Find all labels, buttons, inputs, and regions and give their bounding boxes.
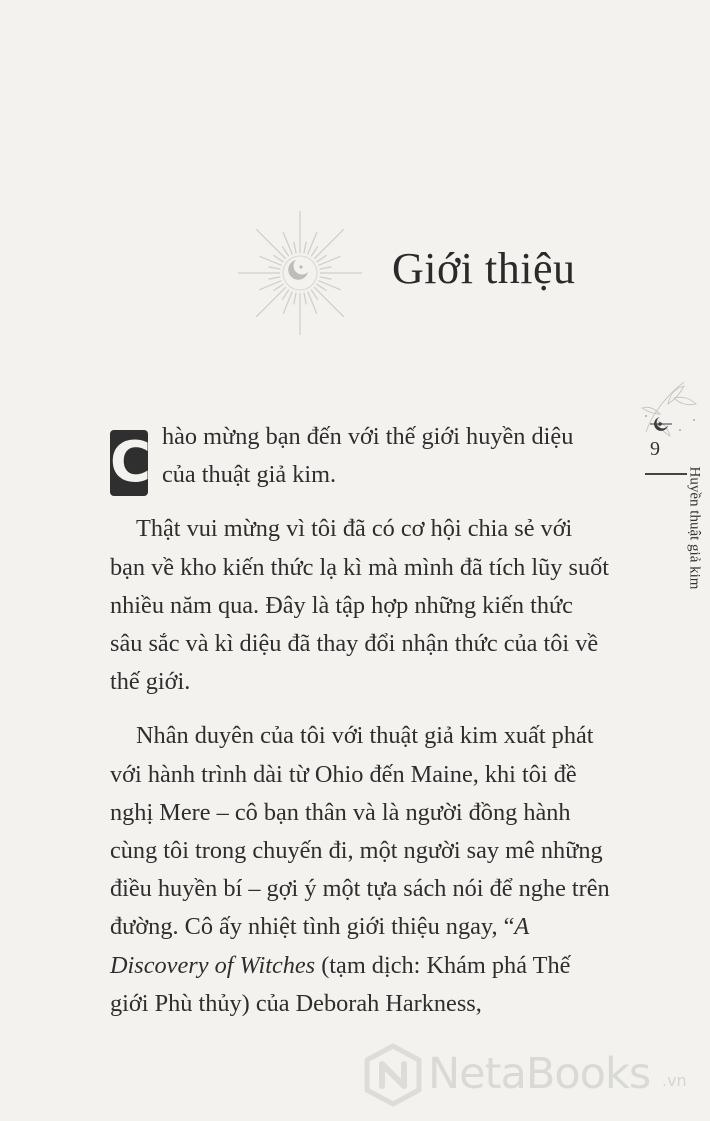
paragraph-3-text: Nhân duyên của tôi với thuật giả kim xuất phát với hành trình dài từ Ohio đến Maine, khi tôi đề nghị Mere – cô bạn thân và là người đồng hành cùng tôi trong chuyến đi, một người say mê những điều huyền bí – gợi ý một tựa sách nói để nghe trên đường. Cô ấy nhiệt tình giới thiệu ngay, “ xyxy=(110,722,610,941)
paragraph-intro xyxy=(110,418,610,494)
side-rule xyxy=(645,473,687,475)
paragraph-3-tail: (tạm dịch: Khám phá Thế giới Phù thủy) của Deborah Harkness, xyxy=(110,951,571,1017)
running-header xyxy=(610,370,703,690)
body-text xyxy=(110,418,610,1039)
paragraph-2: Thật vui mừng vì tôi đã có cơ hội chia sẻ với bạn về kho kiến thức lạ kì mà mình đã tích lũy suốt nhiều năm qua. Đây là tập hợp những kiến thức sâu sắc và kì diệu đã thay đổi nhận thức của tôi về thế giới. xyxy=(110,515,610,696)
chapter-title: Giới thiệu xyxy=(392,244,576,293)
running-book-title: Huyền thuật giả kim xyxy=(686,466,703,590)
page-number: 9 xyxy=(650,438,660,460)
watermark-suffix: .vn xyxy=(662,1071,687,1090)
netabooks-watermark xyxy=(362,1044,692,1106)
watermark-brand: NetaBooks xyxy=(428,1049,651,1099)
drop-cap: C xyxy=(110,430,152,495)
netabooks-logo-icon xyxy=(362,1044,424,1106)
paragraph-3 xyxy=(110,717,610,1023)
book-title-italic: A Discovery of Witches xyxy=(110,913,529,979)
sun-moon-star-icon xyxy=(232,210,368,336)
paragraph-1-text: hào mừng bạn đến với thế giới huyền diệu của thuật giả kim. xyxy=(162,423,574,489)
